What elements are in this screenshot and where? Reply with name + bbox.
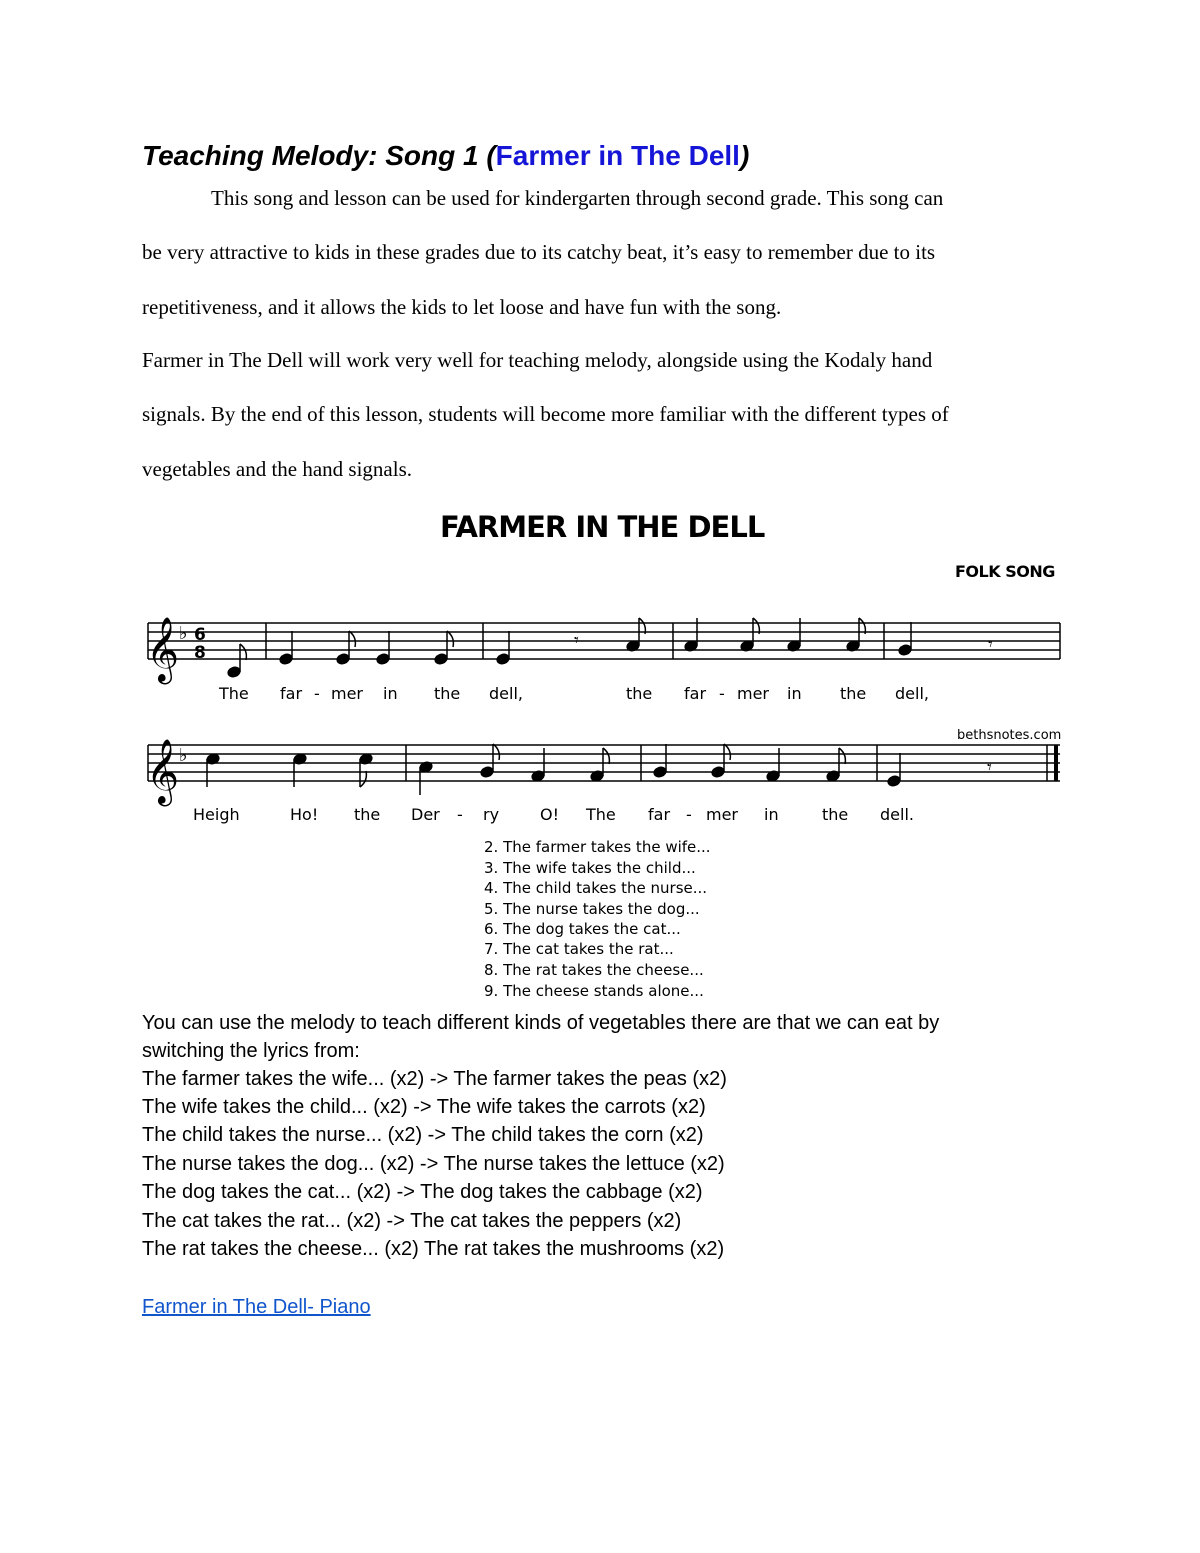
note-flag [603, 748, 609, 764]
note-flag [493, 744, 499, 760]
lyric: ry [483, 805, 500, 824]
note-head [653, 766, 667, 779]
verse-line: 2. The farmer takes the wife... [484, 838, 711, 856]
note-flag [240, 644, 246, 660]
verse-line: 7. The cat takes the rat... [484, 940, 674, 958]
swap-line: The cat takes the rat... (x2) -> The cat takes the peppers (x2) [142, 1210, 682, 1232]
time-signature-bottom: 8 [194, 643, 206, 663]
lyric: dell, [895, 684, 929, 703]
sheet-music-credit: bethsnotes.com [957, 728, 1062, 743]
lyric: far [684, 684, 707, 703]
note-head [887, 775, 901, 788]
intro-line-6: vegetables and the hand signals. [142, 457, 413, 481]
lyric: The [586, 805, 616, 824]
intro-line-3: repetitiveness, and it allows the kids to let loose and have fun with the song. [142, 295, 782, 319]
swap-line: The farmer takes the wife... (x2) -> The farmer takes the peas (x2) [142, 1068, 727, 1090]
intro-line-1: This song and lesson can be used for kindergarten through second grade. This song can [211, 186, 944, 210]
lyric: - [314, 684, 320, 703]
swap-line: The wife takes the child... (x2) -> The wife takes the carrots (x2) [142, 1096, 706, 1118]
note-flag [349, 631, 355, 647]
lyric: far [648, 805, 671, 824]
sheet-music-composer: FOLK SONG [955, 562, 1055, 581]
lyric: far [280, 684, 303, 703]
note-head [227, 666, 241, 679]
note-heads [206, 618, 993, 795]
piano-link[interactable]: Farmer in The Dell- Piano [142, 1296, 371, 1318]
verse-line: 4. The child takes the nurse... [484, 879, 708, 897]
verse-line: 8. The rat takes the cheese... [484, 961, 704, 979]
lyric: in [383, 684, 398, 703]
lyric: the [626, 684, 653, 703]
lyric: - [686, 805, 692, 824]
swap-line: The dog takes the cat... (x2) -> The dog takes the cabbage (x2) [142, 1181, 703, 1203]
lyric: dell, [489, 684, 523, 703]
rest-icon: 𝄾 [574, 630, 579, 651]
verse-line: 9. The cheese stands alone... [484, 982, 704, 1000]
rest-icon: 𝄾 [988, 634, 993, 655]
intro-line-4: Farmer in The Dell will work very well for teaching melody, alongside using the Kodaly hand [142, 348, 933, 372]
flat-icon: ♭ [179, 745, 188, 766]
note-head [711, 766, 725, 779]
note-flag [724, 744, 730, 760]
flat-icon: ♭ [179, 623, 188, 644]
lyric: mer [331, 684, 364, 703]
lyric: O! [540, 805, 560, 824]
lyric: in [764, 805, 779, 824]
lyric: the [434, 684, 461, 703]
lyric: mer [706, 805, 739, 824]
verse-line: 3. The wife takes the child... [484, 859, 696, 877]
note-head [376, 653, 390, 666]
staff-line-2 [148, 745, 1060, 781]
lyric: Der [411, 805, 440, 824]
intro-line-2: be very attractive to kids in these grades due to its catchy beat, it’s easy to remember due to its [142, 240, 936, 264]
note-head [279, 653, 293, 666]
note-head [480, 766, 494, 779]
note-head [496, 653, 510, 666]
lyric: The [219, 684, 249, 703]
verse-line: 6. The dog takes the cat... [484, 920, 681, 938]
title-suffix: ) [739, 140, 750, 171]
time-signature-top: 6 [194, 625, 206, 645]
note-head [434, 653, 448, 666]
lyric: - [719, 684, 725, 703]
lyric: Heigh [193, 805, 240, 824]
rest-icon: 𝄾 [987, 757, 992, 778]
title-prefix: Teaching Melody: Song 1 ( [142, 140, 496, 171]
lyric: dell. [880, 805, 914, 824]
treble-clef-icon: 𝄞 [146, 617, 180, 682]
note-flag [360, 771, 366, 787]
lyric: mer [737, 684, 770, 703]
note-head [336, 653, 350, 666]
swap-line: The rat takes the cheese... (x2) The rat takes the mushrooms (x2) [142, 1238, 725, 1260]
swap-line: The nurse takes the dog... (x2) -> The nurse takes the lettuce (x2) [142, 1153, 725, 1175]
sheet-music-title: FARMER IN THE DELL [440, 510, 765, 544]
lyric: the [840, 684, 867, 703]
title-song-name: Farmer in The Dell [495, 140, 740, 171]
body-para-line-2: switching the lyrics from: [142, 1040, 360, 1062]
lyric: Ho! [290, 805, 319, 824]
body-para-line-1: You can use the melody to teach different kinds of vegetables there are that we can eat by [142, 1012, 940, 1034]
note-flag [839, 748, 845, 764]
intro-line-5: signals. By the end of this lesson, students will become more familiar with the different types of [142, 402, 949, 426]
lyric: - [457, 805, 463, 824]
lyric: the [354, 805, 381, 824]
swap-line: The child takes the nurse... (x2) -> The child takes the corn (x2) [142, 1124, 704, 1146]
verse-line: 5. The nurse takes the dog... [484, 900, 700, 918]
note-flag [447, 631, 453, 647]
staff-line-1 [148, 623, 1060, 659]
treble-clef-icon: 𝄞 [146, 739, 180, 804]
note-head [898, 644, 912, 657]
lyric: in [787, 684, 802, 703]
lyric: the [822, 805, 849, 824]
